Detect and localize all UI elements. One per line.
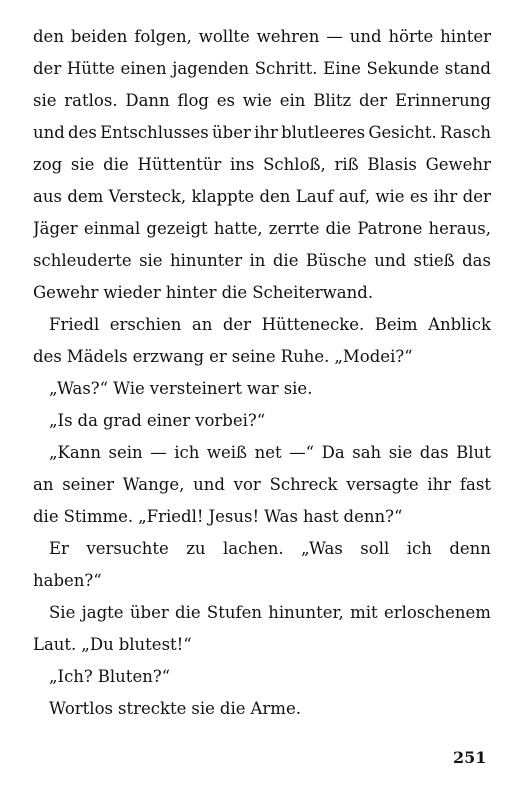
text-line: „Was?“ Wie versteinert war sie. bbox=[49, 379, 313, 398]
body-text bbox=[33, 21, 491, 725]
text-line: Er versuchte zu lachen. „Was soll ich denn bbox=[49, 539, 491, 558]
text-line: die Stimme. „Friedl! Jesus! Was hast denn?“ bbox=[33, 507, 403, 526]
text-line: Laut. „Du blutest!“ bbox=[33, 635, 192, 654]
text-line: an seiner Wange, und vor Schreck versagte ihr fast bbox=[33, 475, 491, 494]
text-line: schleuderte sie hinunter in die Büsche und stieß das bbox=[33, 251, 491, 270]
text-line: Friedl erschien an der Hüttenecke. Beim Anblick bbox=[49, 315, 491, 334]
text-line: Jäger einmal gezeigt hatte, zerrte die Patrone heraus, bbox=[33, 219, 491, 238]
text-line: „Kann sein — ich weiß net —“ Da sah sie das Blut bbox=[49, 443, 491, 462]
text-line: sie ratlos. Dann flog es wie ein Blitz der Erinnerung bbox=[33, 91, 491, 110]
text-line: Sie jagte über die Stufen hinunter, mit erloschenem bbox=[49, 603, 491, 622]
text-line: zog sie die Hüttentür ins Schloß, riß Blasis Gewehr bbox=[33, 155, 491, 174]
page-number: 251 bbox=[453, 748, 487, 767]
text-line: und des Entschlusses über ihr blutleeres Gesicht. Rasch bbox=[33, 123, 491, 142]
text-line: haben?“ bbox=[33, 571, 102, 590]
text-line: aus dem Versteck, klappte den Lauf auf, wie es ihr der bbox=[33, 187, 491, 206]
text-line: der Hütte einen jagenden Schritt. Eine Sekunde stand bbox=[33, 59, 491, 78]
text-line: Gewehr wieder hinter die Scheiterwand. bbox=[33, 283, 374, 302]
text-line: Wortlos streckte sie die Arme. bbox=[49, 699, 301, 718]
text-line: „Is da grad einer vorbei?“ bbox=[49, 411, 266, 430]
text-line: des Mädels erzwang er seine Ruhe. „Modei?“ bbox=[33, 347, 413, 366]
text-line: den beiden folgen, wollte wehren — und hörte hinter bbox=[33, 27, 491, 46]
text-line: „Ich? Bluten?“ bbox=[49, 667, 171, 686]
